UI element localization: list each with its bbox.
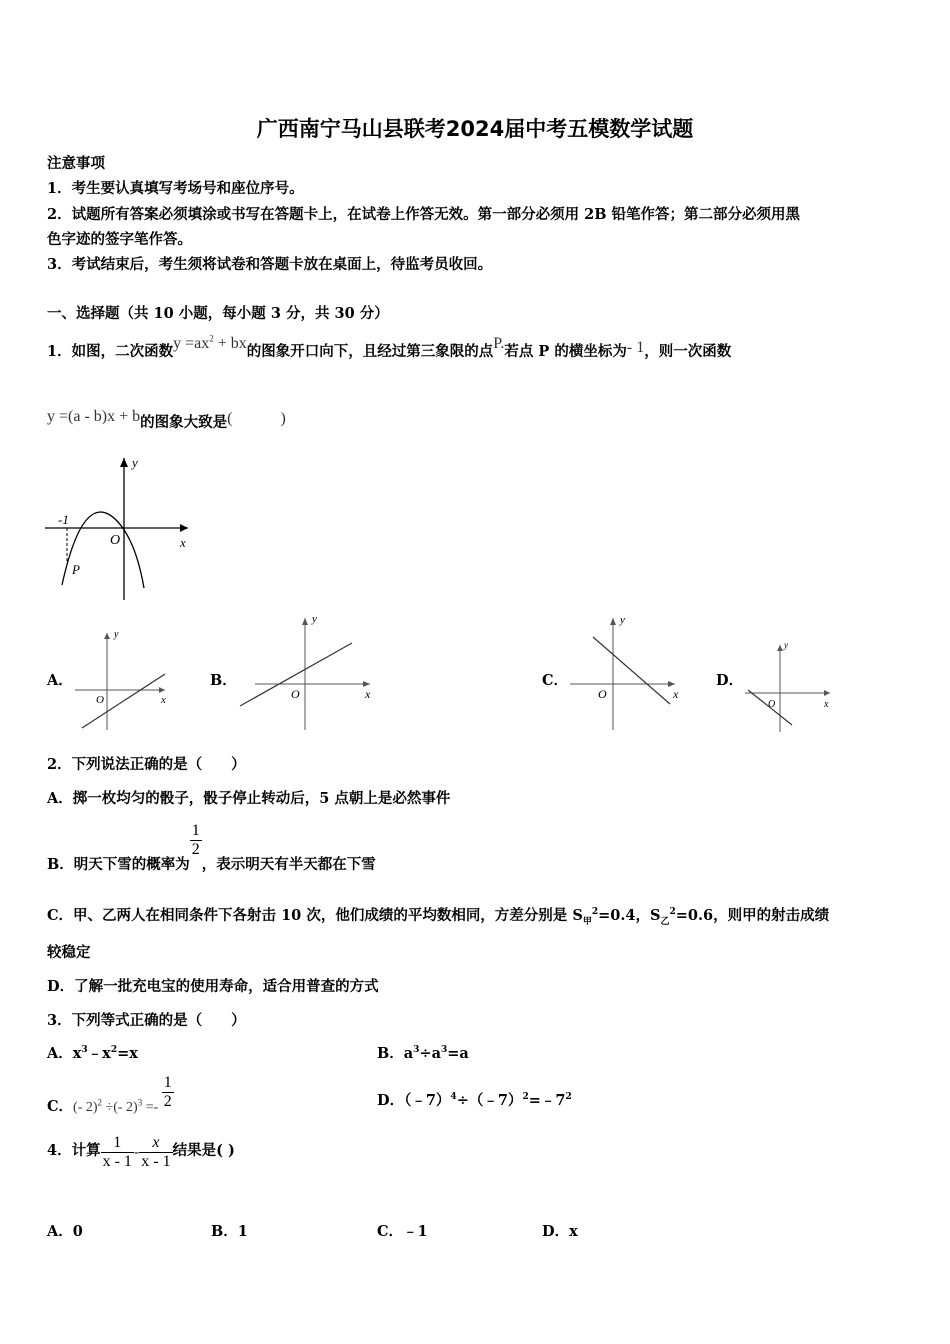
q3-option-b[interactable]: B．$a^3\div a^3=a$: [377, 1045, 469, 1062]
q1-option-a-graph[interactable]: [70, 625, 180, 733]
opt-c-x: x: [673, 687, 679, 701]
q1-text-d: ，则一次函数: [644, 343, 732, 360]
fig-origin-label: O: [110, 533, 121, 548]
notice-line-1: 1．考生要认真填写考场号和座位序号。: [47, 180, 304, 197]
question-1-stem-cont: [47, 405, 286, 431]
q1-paren: ( ): [227, 410, 286, 427]
fig-x-label: x: [180, 535, 186, 550]
q1-text-b: 的图象开口向下，且经过第三象限的点: [246, 343, 494, 360]
q1-neg-one: - 1: [626, 339, 645, 356]
opt-d-o: O: [768, 699, 776, 710]
q1-text-e: 的图象大致是: [140, 414, 228, 431]
q2-b-text-1: B．明天下雪的概率为: [47, 855, 190, 873]
opt-a-o: O: [96, 694, 104, 706]
q2-b-text-2: ，表示明天有半天都在下雪: [201, 855, 376, 873]
opt-b-x: x: [365, 687, 371, 701]
opt-c-y: y: [620, 614, 625, 626]
fig-y-label: y: [132, 455, 138, 470]
q2-option-c[interactable]: C．甲、乙两人在相同条件下各射击 10 次，他们成绩的平均数相同，方差分别是 $S_甲^2=0.4$，$S_乙^2=0.6$，则甲的射击成绩: [47, 907, 830, 927]
notice-line-2-cont: 色字迹的签字笔作答。: [47, 231, 192, 248]
opt-a-y: y: [114, 629, 119, 640]
opt-c-o: O: [598, 687, 607, 701]
q3-option-c[interactable]: C．(- 2)$^2$ ÷(- 2)$^3$ =- $\frac{1}{2}$: [47, 1074, 172, 1115]
q2-option-b[interactable]: [47, 820, 376, 873]
q3-option-d[interactable]: D．$(﹣7)^4\div(﹣7)^2=﹣7^2$: [377, 1092, 572, 1109]
q2-option-a[interactable]: A．掷一枚均匀的骰子，骰子停止转动后，5 点朝上是必然事件: [47, 790, 451, 807]
q4-option-c[interactable]: C．﹣1: [377, 1223, 428, 1240]
q1-option-a-label[interactable]: A．: [47, 672, 73, 689]
q3-option-a[interactable]: A．$x^3﹣x^2=x$: [47, 1045, 138, 1062]
fig-minus-one: -1: [58, 512, 69, 527]
q1-option-b-label[interactable]: B．: [210, 672, 237, 689]
q1-formula-quadratic: $y =ax^2$ + bx: [173, 333, 247, 352]
q2-option-c-cont: 较稳定: [47, 944, 91, 961]
q1-option-c-graph[interactable]: [565, 610, 690, 735]
question-4-stem: 4．计算 $\frac{1}{x - 1}$ - $\frac{x}{x - 1}$ 结果是( ): [47, 1134, 235, 1170]
q2-b-fraction: $\frac{1}{2}$: [191, 822, 200, 858]
notice-line-2: 2．试题所有答案必须填涂或书写在答题卡上，在试卷上作答无效。第一部分必须用 2B 铅笔作答；第二部分必须用黑: [47, 206, 801, 223]
question-2-stem: 2．下列说法正确的是（ ）: [47, 756, 246, 773]
q1-option-b-graph[interactable]: [235, 610, 380, 735]
q1-parabola-figure: [40, 450, 200, 605]
q1-option-c-label[interactable]: C．: [542, 672, 569, 689]
opt-d-x: x: [824, 699, 829, 710]
q1-option-d-graph[interactable]: [740, 637, 840, 735]
q1-text-a: 1．如图，二次函数: [47, 343, 174, 360]
q2-option-d[interactable]: D．了解一批充电宝的使用寿命，适合用普查的方式: [47, 978, 379, 995]
q3-c-expression: (- 2)$^2$ ÷(- 2)$^3$ =-: [73, 1096, 162, 1115]
page-title: 广西南宁马山县联考2024届中考五模数学试题: [256, 117, 694, 141]
q4-option-b[interactable]: B．1: [211, 1223, 248, 1240]
notice-line-3: 3．考试结束后，考生须将试卷和答题卡放在桌面上，待监考员收回。: [47, 256, 493, 273]
q3-c-fraction: $\frac{1}{2}$: [163, 1074, 172, 1110]
q1-option-d-label[interactable]: D．: [716, 672, 744, 689]
q1-formula-linear: y =(a - b)x + b: [47, 408, 141, 425]
opt-a-x: x: [161, 694, 166, 706]
q4-option-d[interactable]: D．x: [542, 1223, 578, 1240]
q4-option-a[interactable]: A．0: [47, 1223, 83, 1240]
opt-b-o: O: [291, 687, 300, 701]
opt-d-y: y: [784, 640, 788, 650]
q1-point-p: P.: [493, 335, 505, 352]
notice-heading: 注意事项: [47, 155, 105, 172]
section-heading: 一、选择题（共 10 小题，每小题 3 分，共 30 分）: [47, 305, 389, 322]
opt-b-y: y: [312, 613, 317, 625]
question-1-stem: [47, 333, 732, 361]
q4-fraction-2: $\frac{x}{x - 1}$: [141, 1134, 171, 1170]
fig-p-label: P: [72, 562, 80, 577]
question-3-stem: 3．下列等式正确的是（ ）: [47, 1012, 246, 1029]
q1-text-c: 若点 P 的横坐标为: [504, 343, 627, 360]
q4-fraction-1: $\frac{1}{x - 1}$: [102, 1134, 132, 1170]
